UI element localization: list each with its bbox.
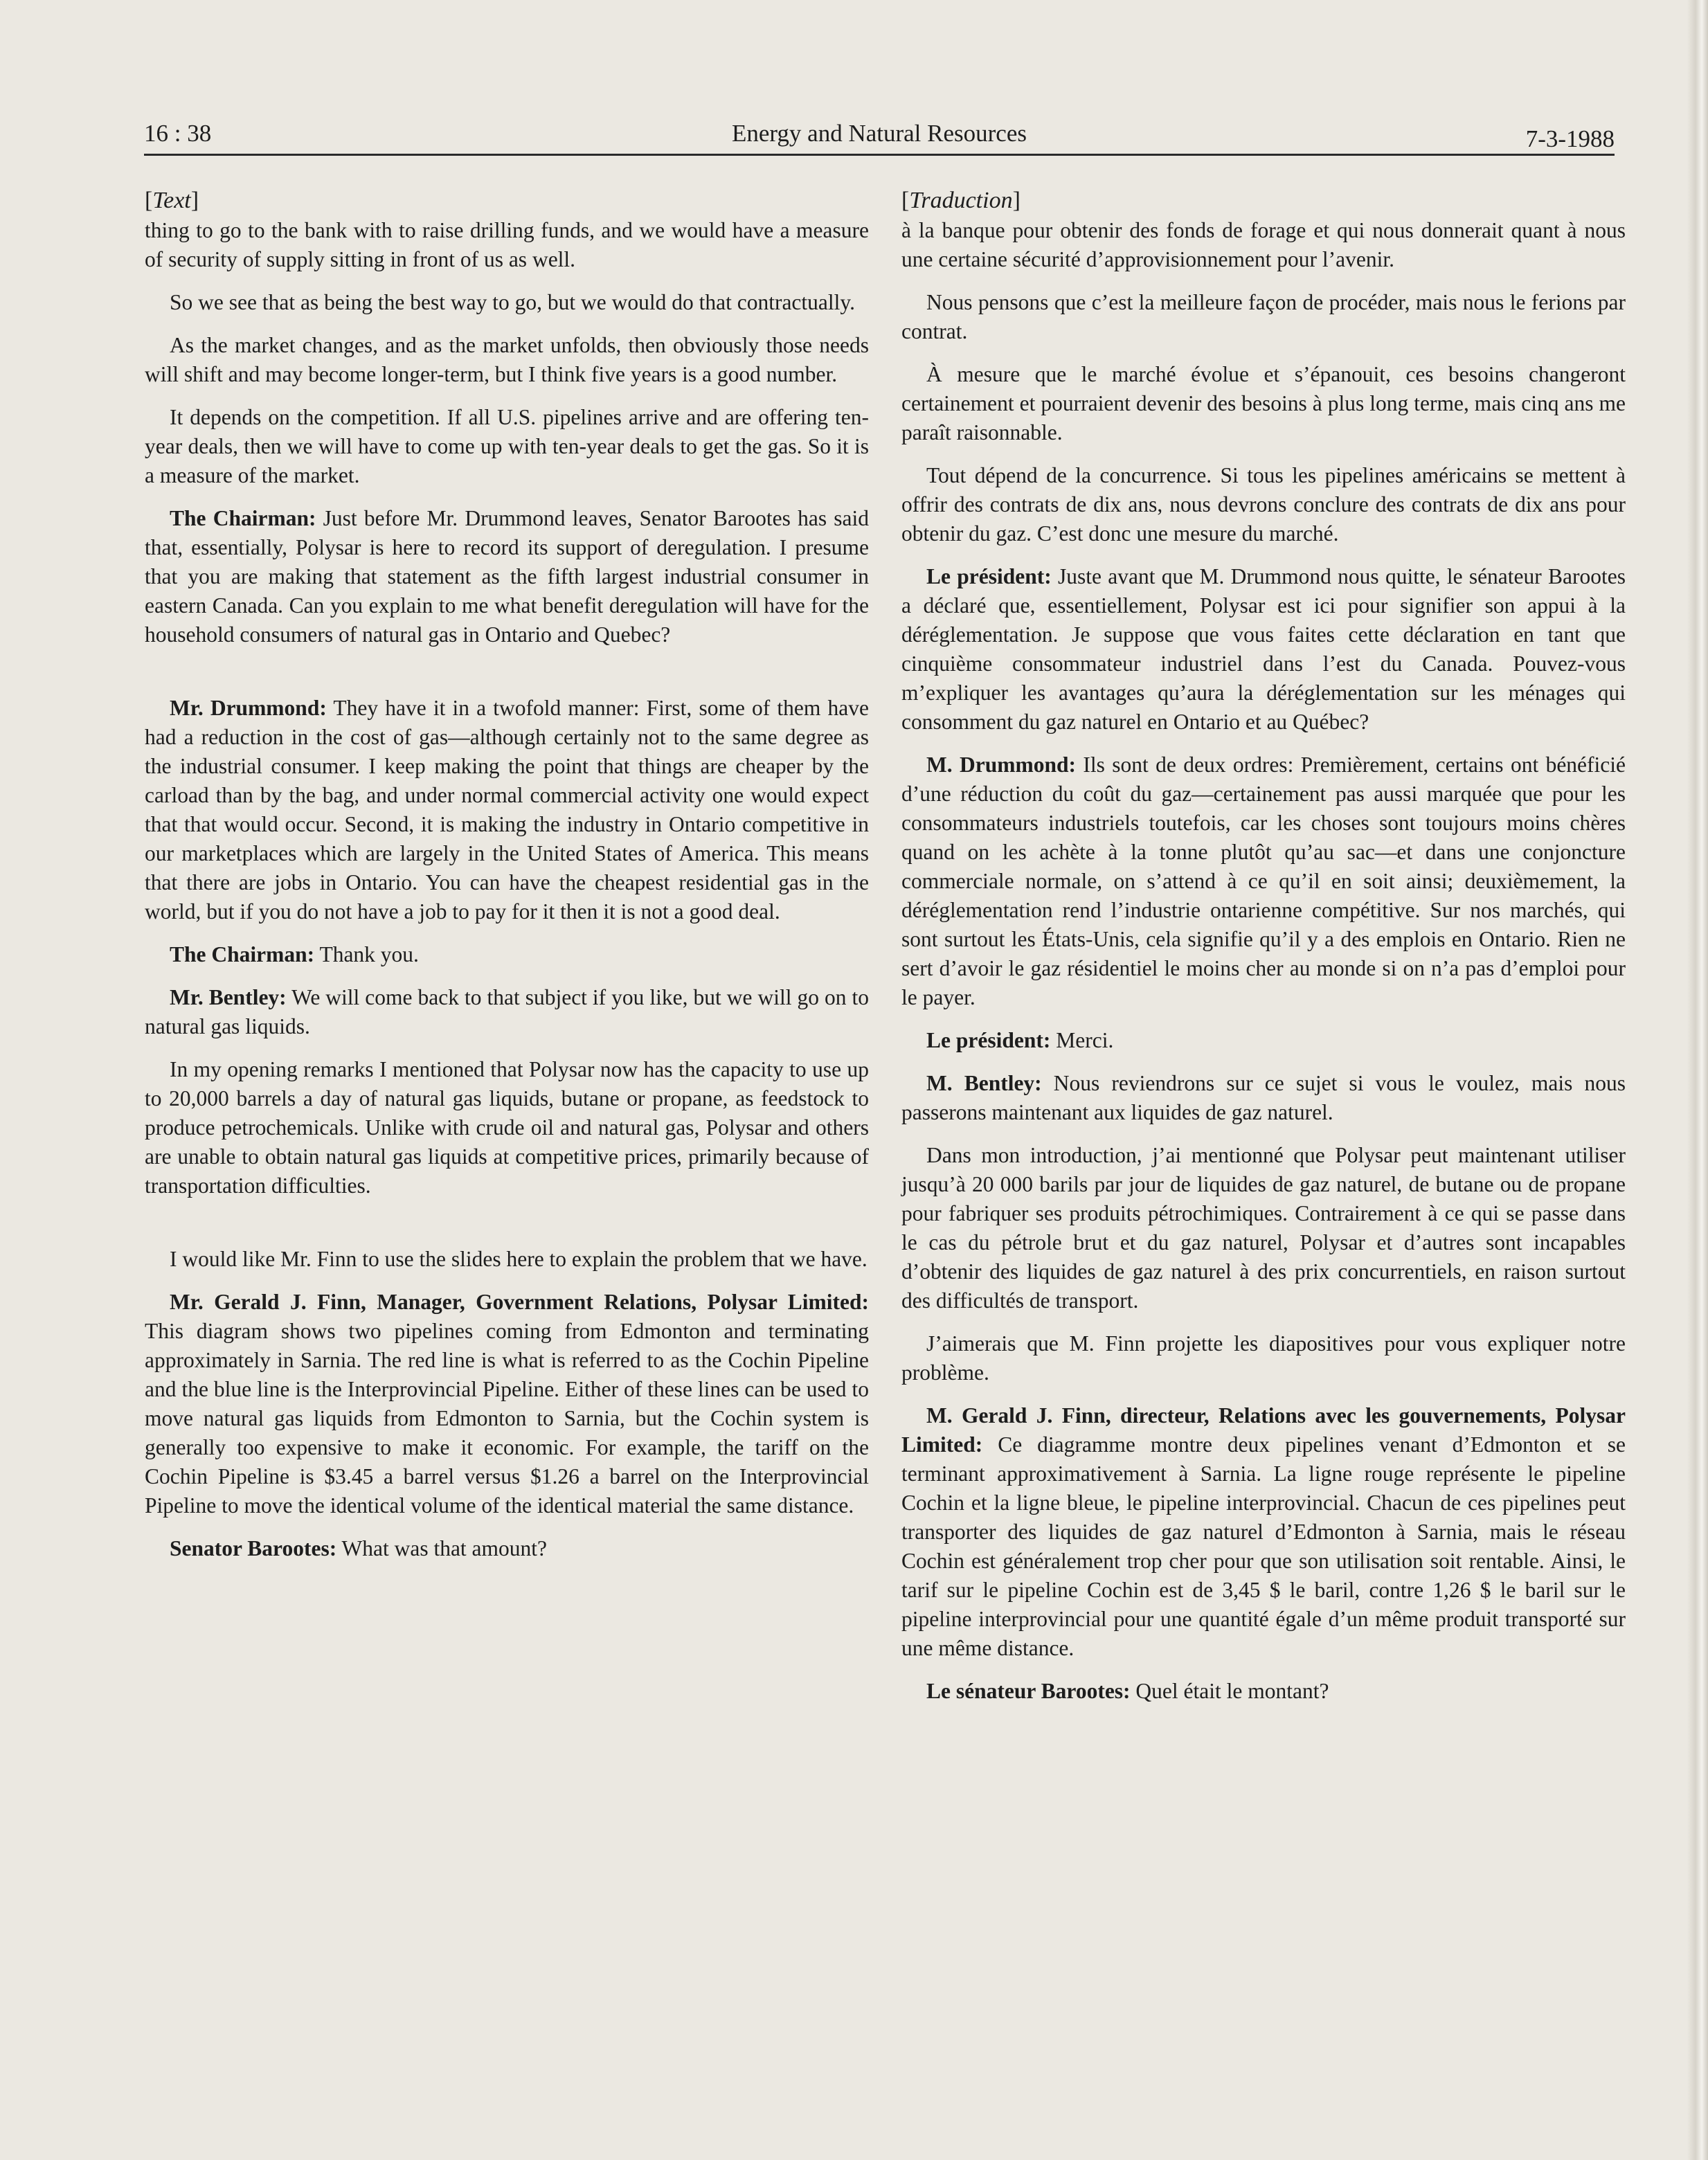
speaker-name: Le sénateur Barootes:: [926, 1679, 1131, 1703]
paragraph: Le président: Juste avant que M. Drummond nous quitte, le sénateur Barootes a déclaré que, essentiellement, Polysar est ici pour signifier son appui à la déréglementation. Je suppose que vous faites cette déclaration en tant que cinquième consommateur industriel dans l’est du Canada. Pouvez-vous m’expliquer les avantages qu’aura la déréglementation sur les ménages qui consomment du gaz naturel en Ontario et au Québec?: [901, 564, 1626, 734]
paragraph: Senator Barootes: What was that amount?: [170, 1536, 548, 1560]
paragraph: Mr. Gerald J. Finn, Manager, Government Relations, Polysar Limited: This diagram shows two pipelines coming from Edmonton and terminating approximately in Sarnia. The red line is what is referred to as the Cochin Pipeline and the blue line is the Interprovincial Pipeline. Either of these lines can be used to move natural gas liquids from Edmonton to Sarnia, but the Cochin system is generally too expensive to make it economic. For example, the tariff on the Cochin Pipeline is $3.45 a barrel versus $1.26 a barrel on the Interprovincial Pipeline to move the identical volume of the identical material the same distance.: [145, 1290, 869, 1518]
paragraph: Tout dépend de la concurrence. Si tous les pipelines américains se mettent à offrir des contrats de dix ans, nous devrons conclure des contrats de dix ans pour obtenir du gaz. C’est donc une mesure du marché.: [901, 463, 1626, 546]
speaker-name: Mr. Gerald J. Finn, Manager, Government Relations, Polysar Limited:: [170, 1290, 869, 1314]
page-number: 16 : 38: [144, 120, 212, 147]
speaker-name: The Chairman:: [170, 506, 316, 530]
paragraph: The Chairman: Thank you.: [170, 942, 419, 966]
speaker-name: M. Drummond:: [926, 753, 1076, 777]
paragraph: It depends on the competition. If all U.S. pipelines arrive and are offering ten-year deals, then we will have to come up with ten-year deals to get the gas. So it is a measure of the market.: [145, 405, 869, 487]
paragraph: Mr. Bentley: We will come back to that subject if you like, but we will go on to natural gas liquids.: [145, 985, 869, 1038]
publication-title: Energy and Natural Resources: [731, 120, 1027, 147]
speaker-name: Senator Barootes:: [170, 1536, 337, 1560]
speaker-name: The Chairman:: [170, 942, 315, 966]
paragraph: Mr. Drummond: They have it in a twofold manner: First, some of them have had a reduction in the cost of gas—although certainly not to the same degree as the industrial consumer. I keep making the point that things are cheaper by the carload than by the bag, and under normal commercial activity one would expect that that would occur. Second, it is making the industry in Ontario competitive in our marketplaces which are largely in the United States of America. This means that there are jobs in Ontario. You can have the cheapest residential gas in the world, but if you do not have a job to pay for it then it is not a good deal.: [145, 696, 869, 924]
paragraph: Le sénateur Barootes: Quel était le montant?: [926, 1679, 1329, 1703]
speaker-name: Mr. Drummond:: [170, 696, 327, 720]
paragraph: Dans mon introduction, j’ai mentionné que Polysar peut maintenant utiliser jusqu’à 20 000 barils par jour de liquides de gaz naturel, de butane ou de propane pour fabriquer ses produits pétrochimiques. Contrairement à ce qui se passe dans le cas du pétrole brut et du gaz naturel, Polysar et d’autres sont incapables d’obtenir des liquides de gaz naturel à des prix concurrentiels, en raison surtout des difficultés de transport.: [901, 1143, 1626, 1313]
page-edge: [1687, 0, 1708, 2160]
speaker-name: M. Gerald J. Finn, directeur, Relations avec les gouvernements, Polysar Limited:: [901, 1403, 1626, 1457]
paragraph: M. Bentley: Nous reviendrons sur ce sujet si vous le voulez, mais nous passerons maintenant aux liquides de gaz naturel.: [901, 1071, 1626, 1124]
paragraph: J’aimerais que M. Finn projette les diapositives pour vous expliquer notre problème.: [901, 1331, 1626, 1385]
english-column: [145, 186, 869, 1563]
paragraph: The Chairman: Just before Mr. Drummond leaves, Senator Barootes has said that, essentially, Polysar is here to record its support of deregulation. I presume that you are making that statement as the fifth largest industrial consumer in eastern Canada. Can you explain to me what benefit deregulation will have for the household consumers of natural gas in Ontario and Quebec?: [145, 506, 870, 647]
speaker-name: M. Bentley:: [926, 1071, 1042, 1095]
speaker-name: Le président:: [926, 1028, 1051, 1052]
paragraph: I would like Mr. Finn to use the slides here to explain the problem that we have.: [170, 1247, 868, 1271]
paragraph: thing to go to the bank with to raise drilling funds, and we would have a measure of security of supply sitting in front of us as well.: [145, 218, 869, 271]
paragraph: M. Drummond: Ils sont de deux ordres: Premièrement, certains ont bénéficié d’une réduction du coût du gaz—certainement pas aussi marquée que pour les consommateurs industriels toutefois, car les choses sont toujours moins chères quand on les achète à la tonne plutôt qu’au sac—et dans une conjoncture commerciale normale, on s’attend à ce qu’il en soit ainsi; deuxièmement, la déréglementation rend l’industrie ontarienne compétitive. Sur nos marchés, qui sont surtout les États-Unis, cela signifie qu’il y a des emplois en Ontario. Rien ne sert d’avoir le gaz résidentiel le moins cher au monde si on n’a pas d’emploi pour le payer.: [901, 753, 1626, 1009]
running-header: [144, 116, 1615, 156]
paragraph: Le président: Merci.: [926, 1028, 1114, 1052]
issue-date: 7-3-1988: [1525, 125, 1615, 152]
paragraph: So we see that as being the best way to go, but we would do that contractually.: [170, 290, 855, 314]
paragraph: À mesure que le marché évolue et s’épanouit, ces besoins changeront certainement et pourraient devenir des besoins à plus long terme, mais cinq ans me paraît raisonnable.: [901, 362, 1626, 444]
translation-tag: [Traduction]: [901, 188, 1021, 213]
speaker-name: Mr. Bentley:: [170, 985, 287, 1009]
paragraph: Nous pensons que c’est la meilleure façon de procéder, mais nous le ferions par contrat.: [901, 290, 1626, 343]
paragraph: à la banque pour obtenir des fonds de forage et qui nous donnerait quant à nous une certaine sécurité d’approvisionnement pour l’avenir.: [901, 218, 1626, 271]
text-tag: [Text]: [145, 188, 199, 213]
paragraph: In my opening remarks I mentioned that Polysar now has the capacity to use up to 20,000 barrels a day of natural gas liquids, butane or propane, as feedstock to produce petrochemicals. Unlike with crude oil and natural gas, Polysar and others are unable to obtain natural gas liquids at competitive prices, primarily because of transportation difficulties.: [145, 1057, 869, 1198]
paragraph: As the market changes, and as the market unfolds, then obviously those needs will shift and may become longer-term, but I think five years is a good number.: [145, 333, 869, 386]
french-column: [901, 186, 1626, 1706]
speaker-name: Le président:: [926, 564, 1052, 588]
paragraph: M. Gerald J. Finn, directeur, Relations avec les gouvernements, Polysar Limited: Ce diagramme montre deux pipelines venant d’Edmonton et se terminant approximativement à Sarnia. La ligne rouge représente le pipeline Cochin et la ligne bleue, le pipeline interprovincial. Chacun de ces pipelines peut transporter des liquides de gaz naturel d’Edmonton à Sarnia, mais le réseau Cochin est généralement trop cher pour que son utilisation soit rentable. Ainsi, le tarif sur le pipeline Cochin est de 3,45 $ le baril, contre 1,26 $ le baril sur le pipeline interprovincial pour une quantité égale d’un même produit transporté sur une même distance.: [901, 1403, 1626, 1660]
